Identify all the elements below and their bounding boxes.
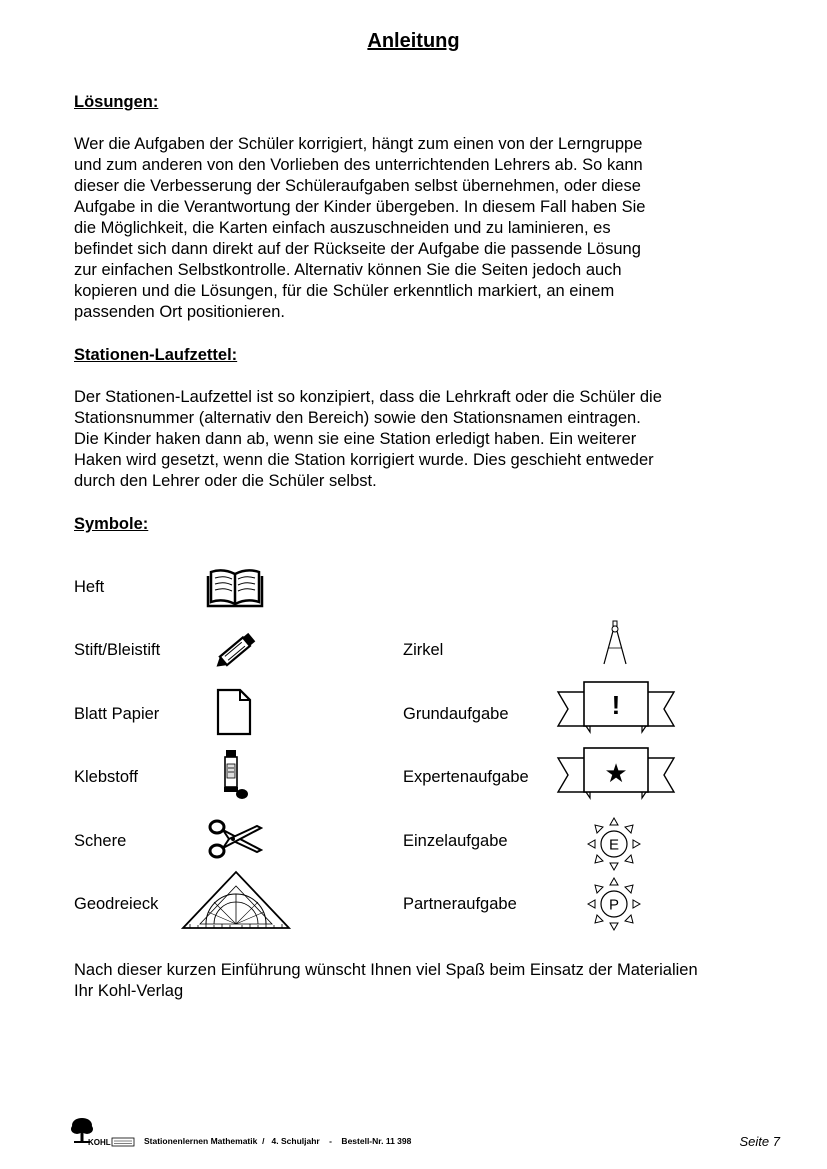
text-line: befindet sich dann direkt auf der Rückseite der Aufgabe die passende Lösung xyxy=(74,240,641,258)
section-heading-symbole: Symbole: xyxy=(74,515,149,533)
banner-mark: ! xyxy=(611,690,621,720)
text-line: Der Stationen-Laufzettel ist so konzipiert, dass die Lehrkraft oder die Schüler die xyxy=(74,388,662,406)
page-number: Seite 7 xyxy=(739,1134,780,1149)
laufzettel-paragraph xyxy=(74,387,794,492)
text-line: Stationsnummer (alternativ den Bereich) sowie den Stationsnamen eintragen. xyxy=(74,409,641,427)
text-line: passenden Ort positionieren. xyxy=(74,303,285,321)
symbol-label-schere: Schere xyxy=(74,832,127,850)
text-line: Die Kinder haken dann ab, wenn sie eine Station erledigt haben. Ein weiterer xyxy=(74,430,637,448)
text-line: Nach dieser kurzen Einführung wünscht Ihnen viel Spaß beim Einsatz der Materialien xyxy=(74,961,698,979)
page-title: Anleitung xyxy=(367,30,460,52)
section-heading-laufzettel: Stationen-Laufzettel: xyxy=(74,346,238,364)
symbol-label-zirkel: Zirkel xyxy=(403,641,444,659)
banner-star-icon xyxy=(556,744,676,806)
symbol-label-klebstoff: Klebstoff xyxy=(74,768,138,786)
symbol-label-partneraufgabe: Partneraufgabe xyxy=(403,895,517,913)
symbol-label-grundaufgabe: Grundaufgabe xyxy=(403,705,509,723)
text-line: zur einfachen Selbstkontrolle. Alternativ können Sie die Seiten jedoch auch xyxy=(74,261,622,279)
logo-text: KOHL xyxy=(88,1138,111,1147)
text-line: die Möglichkeit, die Karten einfach auszuschneiden und zu laminieren, es xyxy=(74,219,611,237)
symbol-label-stift: Stift/Bleistift xyxy=(74,641,161,659)
text-line: Aufgabe in die Verantwortung der Kinder übergeben. In diesem Fall haben Sie xyxy=(74,198,646,216)
compass-icon xyxy=(600,620,630,666)
symbol-label-expertenaufgabe: Expertenaufgabe xyxy=(403,768,529,786)
sun-e-icon xyxy=(586,816,642,872)
text-line: kopieren und die Lösungen, für die Schüler erkenntlich markiert, an einem xyxy=(74,282,615,300)
sun-mark: P xyxy=(608,896,620,914)
banner-mark: ★ xyxy=(604,759,628,789)
paper-sheet-icon xyxy=(214,688,254,736)
text-line: dieser die Verbesserung der Schüleraufgaben selbst übernehmen, oder diese xyxy=(74,177,641,195)
glue-stick-icon xyxy=(218,748,252,800)
text-line: Ihr Kohl-Verlag xyxy=(74,982,184,1000)
section-heading-loesungen: Lösungen: xyxy=(74,93,159,111)
sun-mark: E xyxy=(608,836,620,854)
text-line: und zum anderen von den Vorlieben des unterrichtenden Lehrers ab. So kann xyxy=(74,156,643,174)
kohl-logo xyxy=(68,1116,138,1150)
symbol-label-blatt: Blatt Papier xyxy=(74,705,160,723)
footer-info: Stationenlernen Mathematik / 4. Schuljahr - Bestell-Nr. 11 398 xyxy=(144,1136,412,1146)
symbol-label-geodreieck: Geodreieck xyxy=(74,895,159,913)
sun-p-icon xyxy=(586,876,642,932)
symbol-label-einzelaufgabe: Einzelaufgabe xyxy=(403,832,508,850)
symbol-label-heft: Heft xyxy=(74,578,105,596)
pencil-icon xyxy=(210,630,262,672)
text-line: durch den Lehrer oder die Schüler selbst. xyxy=(74,472,377,490)
book-icon xyxy=(205,566,265,610)
closing-paragraph xyxy=(74,960,794,1002)
set-square-icon xyxy=(180,868,292,932)
scissors-icon xyxy=(207,818,263,860)
loesungen-paragraph xyxy=(74,134,794,323)
banner-exclamation-icon xyxy=(556,678,676,740)
text-line: Wer die Aufgaben der Schüler korrigiert, hängt zum einen von der Lerngruppe xyxy=(74,135,643,153)
text-line: Haken wird gesetzt, wenn die Station korrigiert wurde. Dies geschieht entweder xyxy=(74,451,654,469)
